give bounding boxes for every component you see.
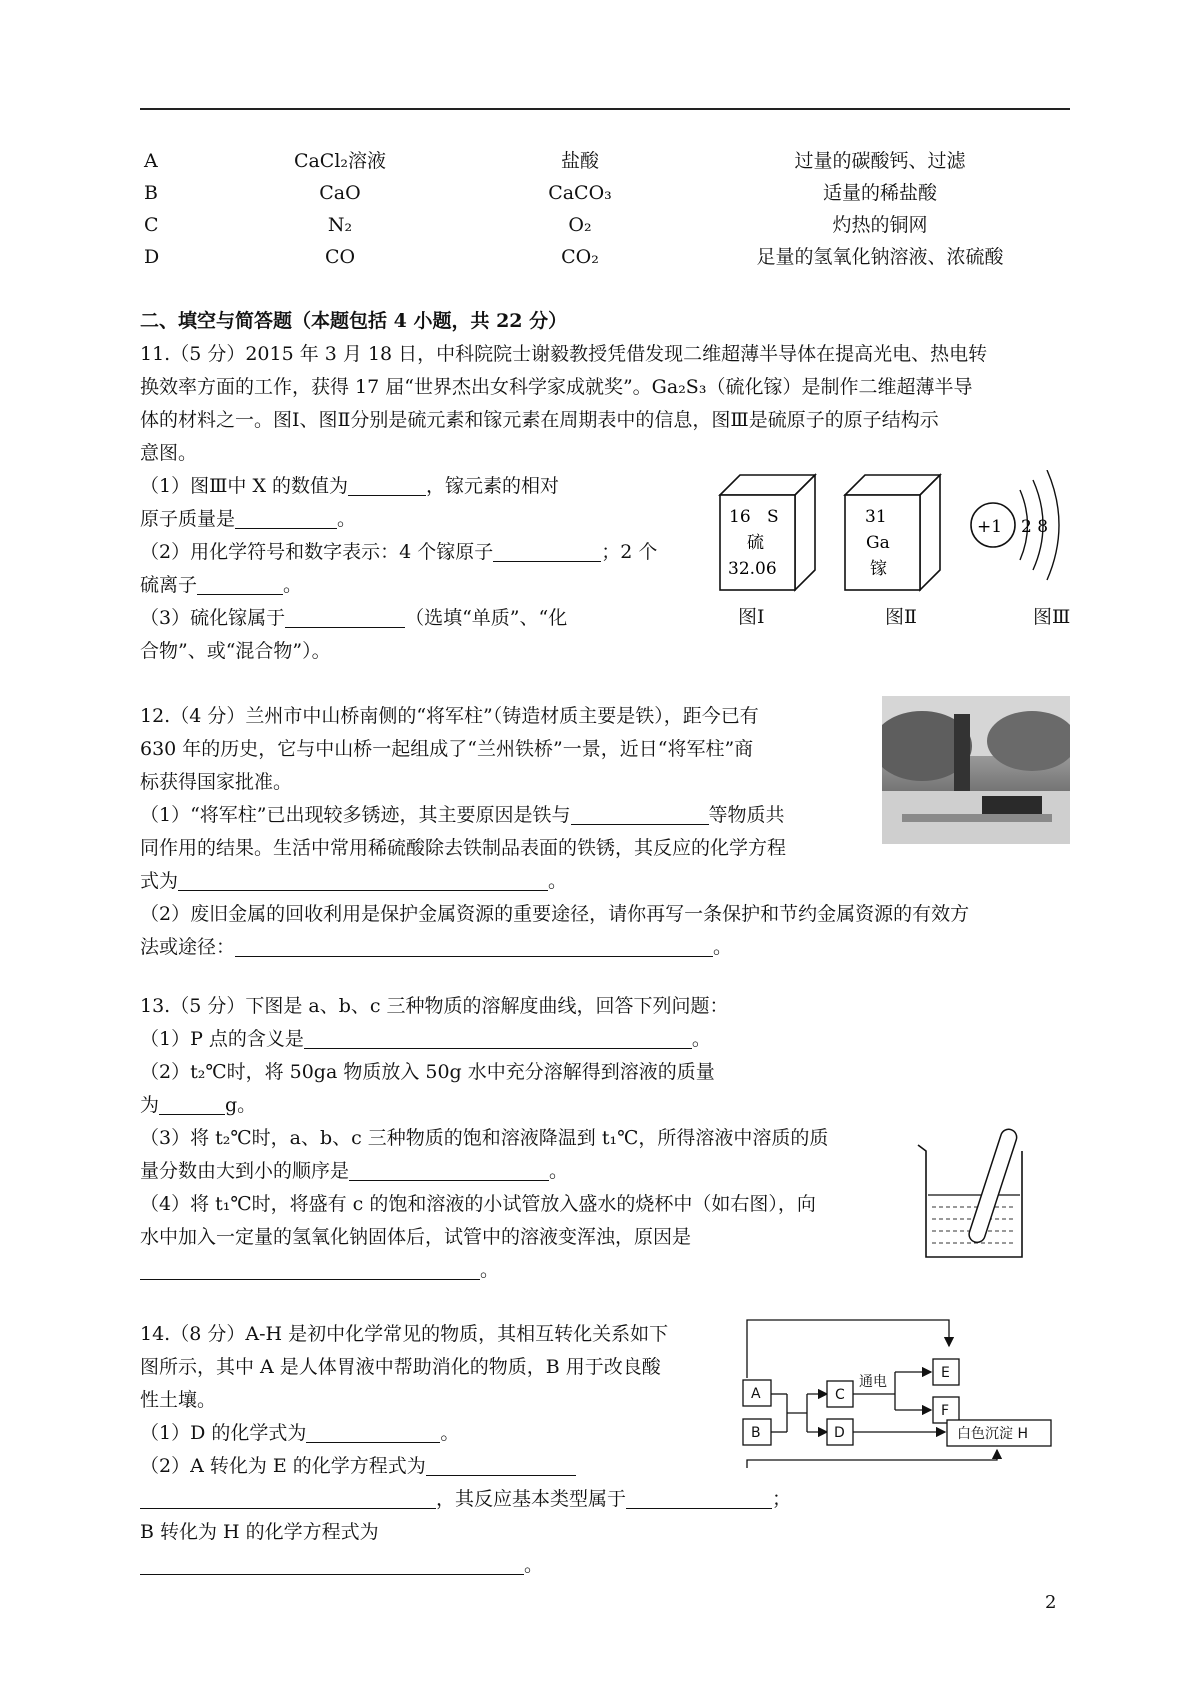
q14-part2: B 转化为 H 的化学方程式为 xyxy=(140,1521,379,1543)
row-label: D xyxy=(144,246,160,268)
answer-blank[interactable] xyxy=(571,802,709,825)
q14-p2-text: （2）A 转化为 E 的化学方程式为 xyxy=(140,1455,426,1477)
figure-caption: 图Ⅰ xyxy=(738,606,765,628)
impurity-cell: CaCO₃ xyxy=(548,182,612,204)
node-d: D xyxy=(834,1425,845,1441)
q13-part4: 水中加入一定量的氢氧化钠固体后，试管中的溶液变浑浊，原因是 xyxy=(140,1226,692,1248)
top-rule xyxy=(140,108,1070,110)
method-cell: 足量的氢氧化钠溶液、浓硫酸 xyxy=(756,246,1004,268)
atomic-number: 16 xyxy=(729,507,751,527)
table-row xyxy=(140,146,1070,176)
method-cell: 适量的稀盐酸 xyxy=(822,182,937,204)
atomic-number: 31 xyxy=(865,507,887,527)
impurity-cell: 盐酸 xyxy=(560,150,599,172)
q11-text: 体的材料之一。图Ⅰ、图Ⅱ分别是硫元素和镓元素在周期表中的信息，图Ⅲ是硫原子的原子结构示 xyxy=(140,409,939,431)
q14-part2 xyxy=(140,1483,791,1515)
q13-p2-text: 为 xyxy=(140,1094,160,1116)
q11-part2 xyxy=(140,569,302,601)
q11-p2-text: （2）用化学符号和数字表示：4 个镓原子 xyxy=(140,541,494,563)
q14-p1-text: 。 xyxy=(440,1422,460,1444)
conversion-flow-diagram xyxy=(735,1310,1065,1470)
q11-text: 意图。 xyxy=(140,442,198,464)
q11-p1-text: ，镓元素的相对 xyxy=(426,475,560,497)
q12-p2-text: 。 xyxy=(713,936,733,958)
atomic-mass: 32.06 xyxy=(728,559,777,579)
answer-blank[interactable] xyxy=(235,934,713,957)
q13-p3-text: 。 xyxy=(549,1160,569,1182)
q11-part1 xyxy=(140,503,356,535)
q12-p1-text: 。 xyxy=(548,870,568,892)
element-symbol: S xyxy=(767,507,779,527)
answer-blank[interactable] xyxy=(626,1486,772,1509)
q13-p4-text: 。 xyxy=(480,1259,500,1281)
substance-cell: CaO xyxy=(319,182,361,204)
answer-blank[interactable] xyxy=(140,1257,480,1280)
q13-part1 xyxy=(140,1023,711,1055)
q14-p2-text: 。 xyxy=(524,1554,544,1576)
answer-blank[interactable] xyxy=(140,1552,524,1575)
node-h: 白色沉淀 H xyxy=(957,1426,1028,1442)
q13-text: 13.（5 分）下图是 a、b、c 三种物质的溶解度曲线，回答下列问题： xyxy=(140,995,729,1017)
q14-text: 14.（8 分）A-H 是初中化学常见的物质，其相互转化关系如下 xyxy=(140,1323,669,1345)
q12-part2 xyxy=(140,931,732,963)
figure-caption: 图Ⅲ xyxy=(1033,606,1071,628)
arrow-label: 通电 xyxy=(859,1374,887,1390)
q11-p2-text: 硫离子 xyxy=(140,574,198,596)
q11-part2 xyxy=(140,536,657,568)
q14-p2-text: ； xyxy=(772,1488,792,1510)
q12-text: 630 年的历史，它与中山桥一起组成了“兰州铁桥”一景，近日“将军柱”商 xyxy=(140,738,754,760)
element-symbol: Ga xyxy=(866,533,890,553)
element-name: 镓 xyxy=(870,559,887,579)
q14-part2 xyxy=(140,1549,543,1581)
table-row xyxy=(140,242,1070,272)
q12-text: 12.（4 分）兰州市中山桥南侧的“将军柱”（铸造材质主要是铁），距今已有 xyxy=(140,705,759,727)
row-label: A xyxy=(144,150,158,172)
general-pillar-photo xyxy=(882,696,1070,844)
answer-blank[interactable] xyxy=(306,1420,440,1443)
q12-p1-text: 式为 xyxy=(140,870,179,892)
electron-shells: 2 8 xyxy=(1021,517,1049,537)
node-b: B xyxy=(751,1425,761,1441)
substance-cell: CO xyxy=(324,246,356,268)
q14-text: 图所示，其中 A 是人体胃液中帮助消化的物质，B 用于改良酸 xyxy=(140,1356,661,1378)
q11-part1 xyxy=(140,470,559,502)
q14-part2 xyxy=(140,1450,576,1482)
node-a: A xyxy=(751,1386,761,1402)
node-f: F xyxy=(941,1403,950,1419)
method-cell: 灼热的铜网 xyxy=(832,214,928,236)
q11-part3: 合物”、或“混合物”）。 xyxy=(140,640,331,662)
method-cell: 过量的碳酸钙、过滤 xyxy=(794,150,966,172)
q14-text: 性土壤。 xyxy=(140,1389,217,1411)
answer-blank[interactable] xyxy=(178,868,548,891)
answer-blank[interactable] xyxy=(235,506,337,529)
answer-blank[interactable] xyxy=(285,605,405,628)
figure-caption: 图Ⅱ xyxy=(885,606,917,628)
q12-part1 xyxy=(140,799,785,831)
answer-blank[interactable] xyxy=(349,1158,549,1181)
element-cube-ga xyxy=(845,475,940,590)
q11-p1-text: （1）图Ⅲ中 X 的数值为 xyxy=(140,475,349,497)
q11-part3 xyxy=(140,602,567,634)
row-label: C xyxy=(144,214,159,236)
q11-text: 换效率方面的工作，获得 17 届“世界杰出女科学家成就奖”。Ga₂S₃（硫化镓）是制作二维超薄半导 xyxy=(140,376,973,398)
table-row xyxy=(140,178,1070,208)
element-cube-s xyxy=(720,475,815,590)
node-c: C xyxy=(835,1387,845,1403)
element-name: 硫 xyxy=(747,533,764,553)
element-figures xyxy=(715,470,1095,600)
q13-p2-text: g。 xyxy=(225,1094,257,1116)
q13-p1-text: （1）P 点的含义是 xyxy=(140,1028,304,1050)
page-number: 2 xyxy=(1045,1592,1057,1613)
answer-blank[interactable] xyxy=(304,1026,692,1049)
q14-p1-text: （1）D 的化学式为 xyxy=(140,1422,307,1444)
q12-part2: （2）废旧金属的回收利用是保护金属资源的重要途径，请你再写一条保护和节约金属资源的有效方 xyxy=(140,903,970,925)
atom-structure-diagram xyxy=(971,470,1059,580)
node-e: E xyxy=(941,1365,950,1381)
q14-part1 xyxy=(140,1417,459,1449)
q11-p2-text: ；2 个 xyxy=(601,541,658,563)
answer-blank[interactable] xyxy=(426,1453,576,1476)
q13-part2: （2）t₂℃时，将 50ga 物质放入 50g 水中充分溶解得到溶液的质量 xyxy=(140,1061,715,1083)
q11-p2-text: 。 xyxy=(283,574,303,596)
q11-p3-text: （选填“单质”、“化 xyxy=(405,607,568,629)
substance-cell: N₂ xyxy=(327,214,353,236)
photo-illustration xyxy=(882,696,1070,844)
answer-blank[interactable] xyxy=(197,572,283,595)
answer-blank[interactable] xyxy=(348,473,426,496)
beaker-test-tube-diagram xyxy=(912,1125,1032,1265)
table-row xyxy=(140,210,1070,240)
answer-blank[interactable] xyxy=(159,1092,225,1115)
substance-cell: CaCl₂溶液 xyxy=(293,150,387,172)
q12-part1: 同作用的结果。生活中常用稀硫酸除去铁制品表面的铁锈，其反应的化学方程 xyxy=(140,837,787,859)
q13-part3: （3）将 t₂℃时，a、b、c 三种物质的饱和溶液降温到 t₁℃，所得溶液中溶质的质 xyxy=(140,1127,829,1149)
q12-text: 标获得国家批准。 xyxy=(140,771,293,793)
answer-blank[interactable] xyxy=(140,1486,436,1509)
q13-part3 xyxy=(140,1155,568,1187)
answer-blank[interactable] xyxy=(493,539,601,562)
q11-p1-text: 。 xyxy=(337,508,357,530)
q12-p1-text: （1）“将军柱”已出现较多锈迹，其主要原因是铁与 xyxy=(140,804,571,826)
section-title: 二、填空与简答题（本题包括 4 小题，共 22 分） xyxy=(140,310,568,332)
q12-p1-text: 等物质共 xyxy=(708,804,785,826)
q12-p2-text: 法或途径： xyxy=(140,936,236,958)
q11-text: 11.（5 分）2015 年 3 月 18 日，中科院院士谢毅教授凭借发现二维超薄半导体在提高光电、热电转 xyxy=(140,343,988,365)
q13-part4: （4）将 t₁℃时，将盛有 c 的饱和溶液的小试管放入盛水的烧杯中（如右图），向 xyxy=(140,1193,816,1215)
q11-p1-text: 原子质量是 xyxy=(140,508,236,530)
impurity-cell: O₂ xyxy=(568,214,592,236)
q13-p1-text: 。 xyxy=(691,1028,711,1050)
q13-part2 xyxy=(140,1089,256,1121)
impurity-cell: CO₂ xyxy=(561,246,599,268)
q12-part1 xyxy=(140,865,567,897)
q13-part4 xyxy=(140,1254,499,1286)
row-label: B xyxy=(144,182,158,204)
nucleus-charge: +1 xyxy=(977,517,1003,537)
q14-p2-text: ，其反应基本类型属于 xyxy=(436,1488,627,1510)
q13-p3-text: 量分数由大到小的顺序是 xyxy=(140,1160,350,1182)
q11-p3-text: （3）硫化镓属于 xyxy=(140,607,286,629)
